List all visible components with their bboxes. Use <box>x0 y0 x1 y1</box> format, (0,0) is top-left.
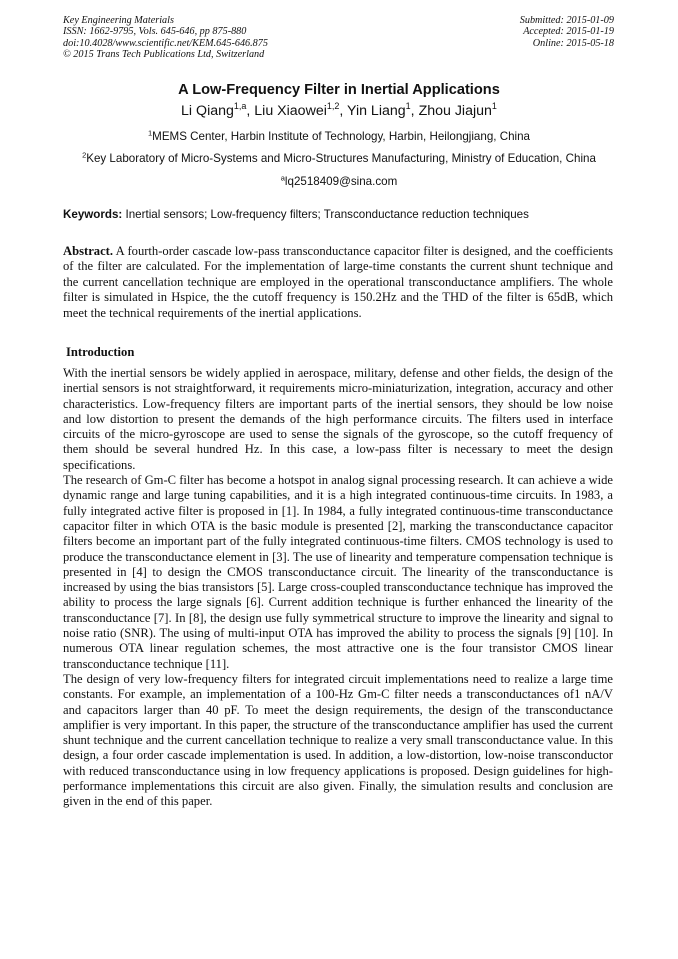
online-date: Online: 2015-05-18 <box>532 37 614 49</box>
author-affiliation-mark: 1,2 <box>326 101 340 111</box>
accepted-date: Accepted: 2015-01-19 <box>523 26 614 38</box>
journal-issn: ISSN: 1662-9795, Vols. 645-646, pp 875-880 <box>63 26 247 38</box>
section-heading-introduction: Introduction <box>66 345 135 359</box>
author-list <box>0 102 678 120</box>
introduction-body <box>63 366 613 810</box>
affiliation-mark: a <box>280 173 285 183</box>
author-email <box>0 175 678 189</box>
email-text: lq2518409@sina.com <box>284 175 398 188</box>
abstract-text: A fourth-order cascade low-pass transconductance capacitor filter is designed, and the coefficients of the filter are calculated. For the implementation of large-time constants the current shunt technique and the current cancellation technique are employed in the operational transconductance amplifiers. The whole filter is simulated in Hspice, the the cutoff frequency is 150.2Hz and the THD of the filter is 65dB, which meet the technical requirements of the inertial applications. <box>63 244 613 320</box>
paper-title: A Low-Frequency Filter in Inertial Applications <box>178 82 500 98</box>
author-name: Zhou Jiajun <box>418 103 492 119</box>
keywords-label: Keywords: <box>63 208 123 221</box>
paragraph: The research of Gm-C filter has become a hotspot in analog signal processing research. It can achieve a wide dynamic range and large tuning capabilities, and it is a high integrated continuous-time circuits. In 1983, a fully integrated active filter is proposed in [1]. In 1984, a fully integrated continuous-time transconductance capacitor filter in which OTA is the basic module is presented [2], marking the transconductance capacitor filters become an important part of the fully integrated continuous-time filters. CMOS technology is used to produce the transconductance element in [3]. The use of linearity and temperature compensation technique is presented in [4] to design the CMOS transconductance circuit. The linearity of the transconductance is increased by using the bias transistors [5]. Large cross-coupled transconductance technique has improved the ability to process the large signals [6]. Current addition technique is further enhanced the linearity of the transconductance [7]. In [8], the design use fully symmetrical structure to improve the linearity and signal to noise ratio (SNR). The using of multi-input OTA has improved the ability to process the signals [9] [10]. In numerous OTA linear regulation schemes, the most attractive one is the four transistor CMOS linear transconductance technique [11]. <box>63 473 613 671</box>
affiliation-mark: 2 <box>82 150 87 160</box>
author-separator: , <box>339 103 348 119</box>
abstract <box>63 244 613 321</box>
author-separator: , <box>410 103 419 119</box>
author-affiliation-mark: 1 <box>405 101 411 111</box>
keywords <box>63 208 529 222</box>
author-separator: , <box>246 103 255 119</box>
journal-doi: doi:10.4028/www.scientific.net/KEM.645-646.875 <box>63 37 268 49</box>
author-name: Li Qiang <box>181 103 234 119</box>
journal-copyright: © 2015 Trans Tech Publications Ltd, Switzerland <box>63 48 265 60</box>
author-name: Yin Liang <box>347 103 406 119</box>
affiliation-text: Key Laboratory of Micro-Systems and Micro-Structures Manufacturing, Ministry of Education, China <box>86 152 596 165</box>
affiliation-2 <box>0 152 678 166</box>
affiliation-text: MEMS Center, Harbin Institute of Technology, Harbin, Heilongjiang, China <box>152 130 531 143</box>
paragraph: With the inertial sensors be widely applied in aerospace, military, defense and other fields, the design of the inertial sensors is not straightforward, it requirements micro-miniaturization, integration, accuracy and other characteristics. Low-frequency filters are important parts of the inertial sensors, they should be low noise and low distortion to present the demands of the high performance circuits. The filters used in interface circuits of the micro-gyroscope are used to sense the signals of the gyroscope, so the cutoff frequency of them should be several hundred Hz. In this case, a low-pass filter is necessary to meet the design specifications. <box>63 366 613 472</box>
paragraph: The design of very low-frequency filters for integrated circuit implementations need to realize a large time constants. For example, an implementation of a 100-Hz Gm-C filter needs a transconductances of1 nA/V and capacitors larger than 40 pF. To meet the design requirements, the design of the transconductance amplifier is very important. In this paper, the structure of the transconductance amplifier has used the current shunt technique and the current cancellation technique to realize a very small transconductance value. In this design, a four order cascade implementation is used. In addition, a low-distortion, low-noise transconductor with reduced transconductance using in low frequency applications is proposed. Design guidelines for high-performance implementations this circuit are also given. Finally, the simulation results and conclusion are given in the end of this paper. <box>63 671 613 809</box>
affiliation-1 <box>0 130 678 144</box>
publication-dates <box>520 15 614 49</box>
journal-name: Key Engineering Materials <box>63 15 174 26</box>
submitted-date: Submitted: 2015-01-09 <box>519 15 614 26</box>
journal-info <box>63 15 268 60</box>
keywords-text: Inertial sensors; Low-frequency filters; Transconductance reduction techniques <box>122 208 529 221</box>
author-name: Liu Xiaowei <box>254 103 327 119</box>
author-affiliation-mark: 1 <box>491 101 497 111</box>
abstract-label: Abstract. <box>63 244 114 258</box>
author-affiliation-mark: 1,a <box>233 101 247 111</box>
affiliation-mark: 1 <box>147 128 153 138</box>
